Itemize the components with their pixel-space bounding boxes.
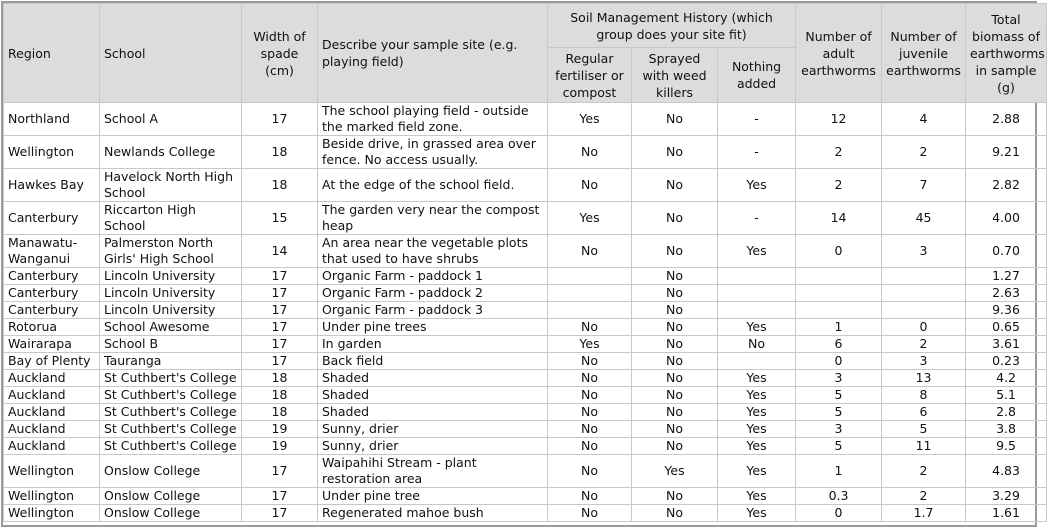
cell-nothing-added: Yes	[718, 488, 796, 505]
table-row	[4, 336, 1047, 353]
cell-adult-count: 6	[796, 336, 882, 353]
cell-region: Canterbury	[4, 302, 100, 319]
cell-school: Lincoln University	[100, 285, 242, 302]
cell-school: Lincoln University	[100, 268, 242, 285]
header-spade-width: Width of spade (cm)	[242, 4, 318, 103]
cell-fertiliser: Yes	[548, 336, 632, 353]
cell-school: Onslow College	[100, 455, 242, 488]
cell-juvenile-count: 7	[882, 169, 966, 202]
cell-school: Riccarton High School	[100, 202, 242, 235]
cell-sprayed: No	[632, 169, 718, 202]
cell-adult-count: 0.3	[796, 488, 882, 505]
header-sprayed: Sprayed with weed killers	[632, 48, 718, 103]
cell-region: Northland	[4, 103, 100, 136]
cell-nothing-added: Yes	[718, 370, 796, 387]
cell-nothing-added	[718, 302, 796, 319]
cell-fertiliser: No	[548, 169, 632, 202]
cell-school: St Cuthbert's College	[100, 438, 242, 455]
cell-nothing-added: No	[718, 336, 796, 353]
cell-nothing-added: -	[718, 202, 796, 235]
cell-spade-width: 17	[242, 319, 318, 336]
cell-school: St Cuthbert's College	[100, 387, 242, 404]
cell-sprayed: No	[632, 404, 718, 421]
cell-school: Onslow College	[100, 488, 242, 505]
cell-adult-count: 3	[796, 370, 882, 387]
cell-sprayed: No	[632, 285, 718, 302]
table-row	[4, 202, 1047, 235]
cell-region: Auckland	[4, 404, 100, 421]
cell-fertiliser: No	[548, 136, 632, 169]
cell-region: Wellington	[4, 455, 100, 488]
cell-biomass: 9.21	[966, 136, 1047, 169]
cell-adult-count: 0	[796, 235, 882, 268]
cell-juvenile-count: 2	[882, 488, 966, 505]
cell-site-description: Regenerated mahoe bush	[318, 505, 548, 522]
cell-sprayed: No	[632, 353, 718, 370]
cell-spade-width: 14	[242, 235, 318, 268]
cell-sprayed: No	[632, 336, 718, 353]
cell-fertiliser: No	[548, 319, 632, 336]
cell-spade-width: 18	[242, 387, 318, 404]
table-row	[4, 103, 1047, 136]
cell-school: St Cuthbert's College	[100, 370, 242, 387]
cell-biomass: 3.61	[966, 336, 1047, 353]
cell-site-description: At the edge of the school field.	[318, 169, 548, 202]
cell-juvenile-count	[882, 302, 966, 319]
cell-sprayed: No	[632, 505, 718, 522]
table-row	[4, 404, 1047, 421]
cell-nothing-added: Yes	[718, 235, 796, 268]
cell-biomass: 2.8	[966, 404, 1047, 421]
cell-fertiliser: Yes	[548, 202, 632, 235]
cell-spade-width: 15	[242, 202, 318, 235]
table-row	[4, 353, 1047, 370]
cell-spade-width: 17	[242, 336, 318, 353]
header-fertiliser: Regular fertiliser or compost	[548, 48, 632, 103]
cell-spade-width: 17	[242, 302, 318, 319]
cell-region: Hawkes Bay	[4, 169, 100, 202]
cell-site-description: Organic Farm - paddock 2	[318, 285, 548, 302]
cell-sprayed: No	[632, 421, 718, 438]
cell-school: School Awesome	[100, 319, 242, 336]
cell-fertiliser: No	[548, 438, 632, 455]
cell-nothing-added	[718, 268, 796, 285]
cell-nothing-added: Yes	[718, 438, 796, 455]
cell-adult-count: 5	[796, 387, 882, 404]
table-row	[4, 169, 1047, 202]
cell-adult-count: 0	[796, 505, 882, 522]
table-row	[4, 268, 1047, 285]
cell-region: Auckland	[4, 438, 100, 455]
cell-spade-width: 18	[242, 169, 318, 202]
table-frame	[1, 1, 1045, 527]
cell-spade-width: 17	[242, 285, 318, 302]
cell-region: Canterbury	[4, 285, 100, 302]
cell-adult-count: 14	[796, 202, 882, 235]
table-row	[4, 455, 1047, 488]
cell-sprayed: No	[632, 438, 718, 455]
cell-sprayed: No	[632, 103, 718, 136]
cell-biomass: 4.2	[966, 370, 1047, 387]
cell-juvenile-count: 5	[882, 421, 966, 438]
cell-biomass: 2.88	[966, 103, 1047, 136]
cell-region: Wairarapa	[4, 336, 100, 353]
cell-adult-count: 1	[796, 455, 882, 488]
cell-site-description: Shaded	[318, 404, 548, 421]
cell-nothing-added: Yes	[718, 455, 796, 488]
table-row	[4, 387, 1047, 404]
cell-site-description: The garden very near the compost heap	[318, 202, 548, 235]
cell-fertiliser: No	[548, 505, 632, 522]
cell-juvenile-count: 11	[882, 438, 966, 455]
cell-nothing-added: Yes	[718, 387, 796, 404]
cell-spade-width: 19	[242, 438, 318, 455]
cell-site-description: Waipahihi Stream - plant restoration area	[318, 455, 548, 488]
cell-adult-count: 2	[796, 136, 882, 169]
cell-region: Wellington	[4, 488, 100, 505]
cell-biomass: 1.61	[966, 505, 1047, 522]
cell-sprayed: No	[632, 319, 718, 336]
table-row	[4, 319, 1047, 336]
cell-adult-count: 0	[796, 353, 882, 370]
cell-region: Auckland	[4, 370, 100, 387]
cell-juvenile-count: 2	[882, 136, 966, 169]
table-row	[4, 488, 1047, 505]
cell-sprayed: No	[632, 235, 718, 268]
cell-fertiliser: No	[548, 455, 632, 488]
table-row	[4, 285, 1047, 302]
cell-fertiliser: No	[548, 488, 632, 505]
cell-school: School B	[100, 336, 242, 353]
cell-spade-width: 17	[242, 505, 318, 522]
cell-sprayed: No	[632, 488, 718, 505]
cell-nothing-added: Yes	[718, 169, 796, 202]
cell-sprayed: No	[632, 370, 718, 387]
cell-juvenile-count	[882, 268, 966, 285]
cell-school: Lincoln University	[100, 302, 242, 319]
header-total-biomass: Total biomass of earthworms in sample (g)	[966, 4, 1047, 103]
cell-region: Bay of Plenty	[4, 353, 100, 370]
cell-juvenile-count: 2	[882, 336, 966, 353]
cell-sprayed: No	[632, 387, 718, 404]
cell-juvenile-count: 6	[882, 404, 966, 421]
cell-biomass: 3.8	[966, 421, 1047, 438]
cell-biomass: 5.1	[966, 387, 1047, 404]
cell-biomass: 0.23	[966, 353, 1047, 370]
cell-spade-width: 17	[242, 455, 318, 488]
cell-school: Newlands College	[100, 136, 242, 169]
cell-biomass: 3.29	[966, 488, 1047, 505]
cell-nothing-added	[718, 353, 796, 370]
header-region: Region	[4, 4, 100, 103]
cell-fertiliser	[548, 302, 632, 319]
cell-nothing-added: Yes	[718, 319, 796, 336]
cell-site-description: The school playing field - outside the marked field zone.	[318, 103, 548, 136]
cell-spade-width: 18	[242, 370, 318, 387]
table-row	[4, 438, 1047, 455]
cell-spade-width: 17	[242, 353, 318, 370]
cell-biomass: 1.27	[966, 268, 1047, 285]
cell-adult-count: 5	[796, 438, 882, 455]
cell-sprayed: No	[632, 302, 718, 319]
cell-site-description: Sunny, drier	[318, 438, 548, 455]
cell-nothing-added	[718, 285, 796, 302]
table-row	[4, 302, 1047, 319]
cell-biomass: 0.65	[966, 319, 1047, 336]
header-soil-management-history: Soil Management History (which group does your site fit)	[548, 4, 796, 48]
cell-region: Canterbury	[4, 268, 100, 285]
cell-juvenile-count: 8	[882, 387, 966, 404]
cell-site-description: Under pine trees	[318, 319, 548, 336]
cell-fertiliser: No	[548, 370, 632, 387]
cell-juvenile-count	[882, 285, 966, 302]
cell-adult-count	[796, 302, 882, 319]
cell-site-description: Shaded	[318, 387, 548, 404]
cell-biomass: 2.82	[966, 169, 1047, 202]
header-school: School	[100, 4, 242, 103]
cell-juvenile-count: 13	[882, 370, 966, 387]
cell-site-description: Shaded	[318, 370, 548, 387]
cell-adult-count: 2	[796, 169, 882, 202]
cell-spade-width: 18	[242, 404, 318, 421]
cell-biomass: 2.63	[966, 285, 1047, 302]
cell-site-description: Organic Farm - paddock 1	[318, 268, 548, 285]
cell-school: Palmerston North Girls' High School	[100, 235, 242, 268]
cell-biomass: 4.83	[966, 455, 1047, 488]
cell-sprayed: No	[632, 268, 718, 285]
cell-juvenile-count: 45	[882, 202, 966, 235]
cell-region: Canterbury	[4, 202, 100, 235]
cell-nothing-added: -	[718, 103, 796, 136]
cell-adult-count	[796, 285, 882, 302]
header-adult-earthworms: Number of adult earthworms	[796, 4, 882, 103]
cell-juvenile-count: 3	[882, 235, 966, 268]
cell-region: Auckland	[4, 387, 100, 404]
cell-juvenile-count: 1.7	[882, 505, 966, 522]
cell-school: Onslow College	[100, 505, 242, 522]
cell-school: St Cuthbert's College	[100, 404, 242, 421]
cell-site-description: Under pine tree	[318, 488, 548, 505]
cell-spade-width: 17	[242, 488, 318, 505]
cell-nothing-added: Yes	[718, 404, 796, 421]
cell-biomass: 9.36	[966, 302, 1047, 319]
cell-site-description: Beside drive, in grassed area over fence. No access usually.	[318, 136, 548, 169]
cell-nothing-added: Yes	[718, 421, 796, 438]
cell-juvenile-count: 0	[882, 319, 966, 336]
cell-nothing-added: -	[718, 136, 796, 169]
cell-spade-width: 19	[242, 421, 318, 438]
cell-biomass: 0.70	[966, 235, 1047, 268]
cell-fertiliser: No	[548, 387, 632, 404]
cell-site-description: Organic Farm - paddock 3	[318, 302, 548, 319]
cell-biomass: 4.00	[966, 202, 1047, 235]
cell-spade-width: 17	[242, 103, 318, 136]
cell-fertiliser	[548, 268, 632, 285]
cell-region: Wellington	[4, 136, 100, 169]
header-nothing-added: Nothing added	[718, 48, 796, 103]
cell-school: School A	[100, 103, 242, 136]
cell-sprayed: No	[632, 202, 718, 235]
cell-sprayed: Yes	[632, 455, 718, 488]
cell-juvenile-count: 3	[882, 353, 966, 370]
cell-juvenile-count: 2	[882, 455, 966, 488]
cell-spade-width: 18	[242, 136, 318, 169]
cell-site-description: Back field	[318, 353, 548, 370]
cell-adult-count: 1	[796, 319, 882, 336]
cell-adult-count: 12	[796, 103, 882, 136]
table-row	[4, 505, 1047, 522]
cell-region: Rotorua	[4, 319, 100, 336]
cell-sprayed: No	[632, 136, 718, 169]
cell-region: Auckland	[4, 421, 100, 438]
cell-region: Manawatu-Wanganui	[4, 235, 100, 268]
header-juvenile-earthworms: Number of juvenile earthworms	[882, 4, 966, 103]
cell-site-description: Sunny, drier	[318, 421, 548, 438]
table-row	[4, 235, 1047, 268]
cell-site-description: An area near the vegetable plots that used to have shrubs	[318, 235, 548, 268]
cell-adult-count: 3	[796, 421, 882, 438]
cell-school: Tauranga	[100, 353, 242, 370]
cell-fertiliser: No	[548, 404, 632, 421]
table-row	[4, 370, 1047, 387]
cell-school: Havelock North High School	[100, 169, 242, 202]
cell-biomass: 9.5	[966, 438, 1047, 455]
cell-school: St Cuthbert's College	[100, 421, 242, 438]
cell-nothing-added: Yes	[718, 505, 796, 522]
table-body	[4, 103, 1047, 522]
cell-fertiliser: No	[548, 235, 632, 268]
header-site-description: Describe your sample site (e.g. playing field)	[318, 4, 548, 103]
table-row	[4, 421, 1047, 438]
cell-region: Wellington	[4, 505, 100, 522]
cell-juvenile-count: 4	[882, 103, 966, 136]
cell-fertiliser: No	[548, 421, 632, 438]
cell-fertiliser: No	[548, 353, 632, 370]
cell-adult-count	[796, 268, 882, 285]
cell-adult-count: 5	[796, 404, 882, 421]
cell-fertiliser: Yes	[548, 103, 632, 136]
cell-fertiliser	[548, 285, 632, 302]
table-row	[4, 136, 1047, 169]
cell-site-description: In garden	[318, 336, 548, 353]
earthworm-survey-table	[3, 3, 1047, 522]
cell-spade-width: 17	[242, 268, 318, 285]
